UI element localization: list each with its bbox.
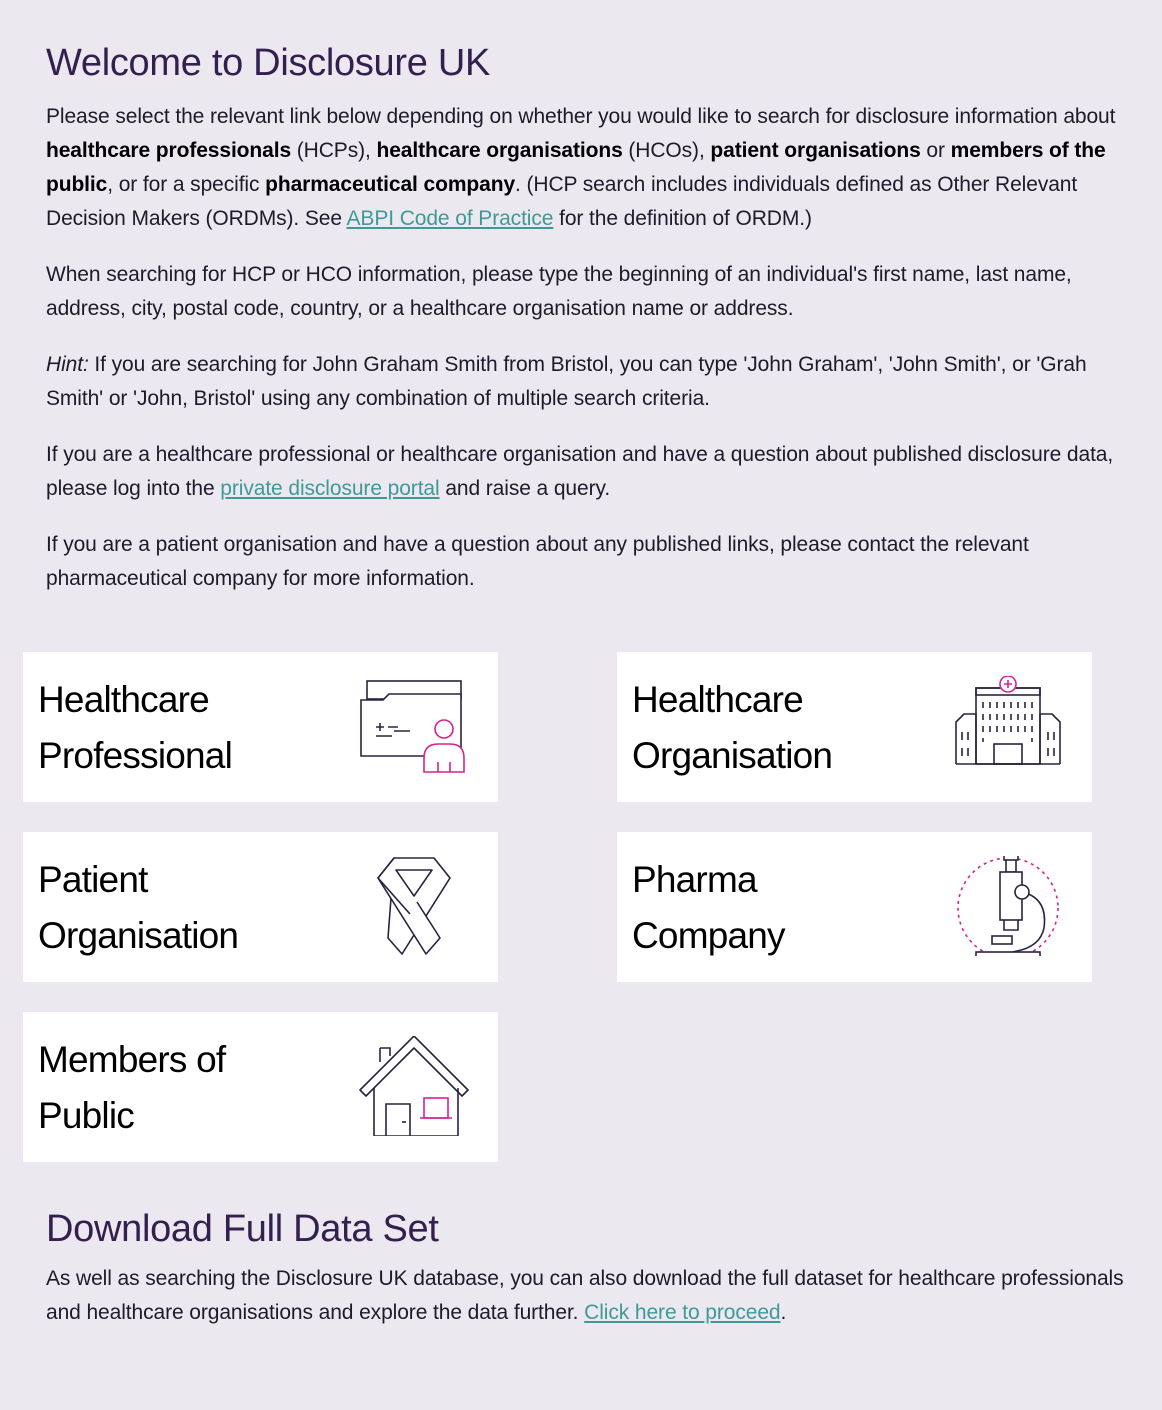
query-instructions: If you are a healthcare professional or healthcare organisation and have a question about published disclosure data, please log into the private disclosure portal and raise a query. [46, 443, 1114, 500]
intro-section [46, 40, 1146, 618]
page-title: Welcome to Disclosure UK [46, 42, 491, 84]
card-title: Members of Public [38, 1039, 226, 1136]
card-patient-organisation[interactable] [23, 832, 498, 982]
search-hint: Hint: If you are searching for John Graham Smith from Bristol, you can type 'John Graham', 'John Smith', or 'Grah Smith' or 'John, Bristol' using any combination of multiple search criteria. [46, 353, 1087, 410]
card-title: Healthcare Organisation [632, 679, 833, 776]
download-proceed-link[interactable]: Click here to proceed [584, 1301, 781, 1324]
intro-paragraph: Please select the relevant link below depending on whether you would like to search for disclosure information about healthcare professionals (HCPs), healthcare organisations (HCOs), patient organisations or members of the public, or for a specific pharmaceutical company. (HCP search includes individuals defined as Other Relevant Decision Makers (ORDMs). See ABPI Code of Practice for the definition of ORDM.) [46, 105, 1116, 230]
download-text: As well as searching the Disclosure UK database, you can also download the full dataset for healthcare professionals and healthcare organisations and explore the data further. Click here to proceed. [46, 1267, 1124, 1324]
ribbon-icon [358, 856, 470, 956]
card-title: Healthcare Professional [38, 679, 233, 776]
house-icon [358, 1036, 470, 1136]
abpi-code-link[interactable]: ABPI Code of Practice [346, 207, 554, 230]
card-healthcare-organisation[interactable] [617, 652, 1092, 802]
download-section [46, 1206, 1146, 1352]
patient-org-note: If you are a patient organisation and have a question about any published links, please contact the relevant pharmaceutical company for more information. [46, 533, 1029, 590]
card-title: Patient Organisation [38, 859, 239, 956]
card-members-of-public[interactable] [23, 1012, 498, 1162]
microscope-icon [952, 856, 1064, 956]
private-portal-link[interactable]: private disclosure portal [220, 477, 440, 500]
card-pharma-company[interactable] [617, 832, 1092, 982]
search-instructions: When searching for HCP or HCO information, please type the beginning of an individual's first name, last name, address, city, postal code, country, or a healthcare organisation name or address. [46, 263, 1072, 320]
hospital-icon [952, 676, 1064, 776]
download-title: Download Full Data Set [46, 1208, 439, 1250]
hcp-id-card-icon [358, 676, 470, 776]
card-healthcare-professional[interactable] [23, 652, 498, 802]
card-title: Pharma Company [632, 859, 785, 956]
